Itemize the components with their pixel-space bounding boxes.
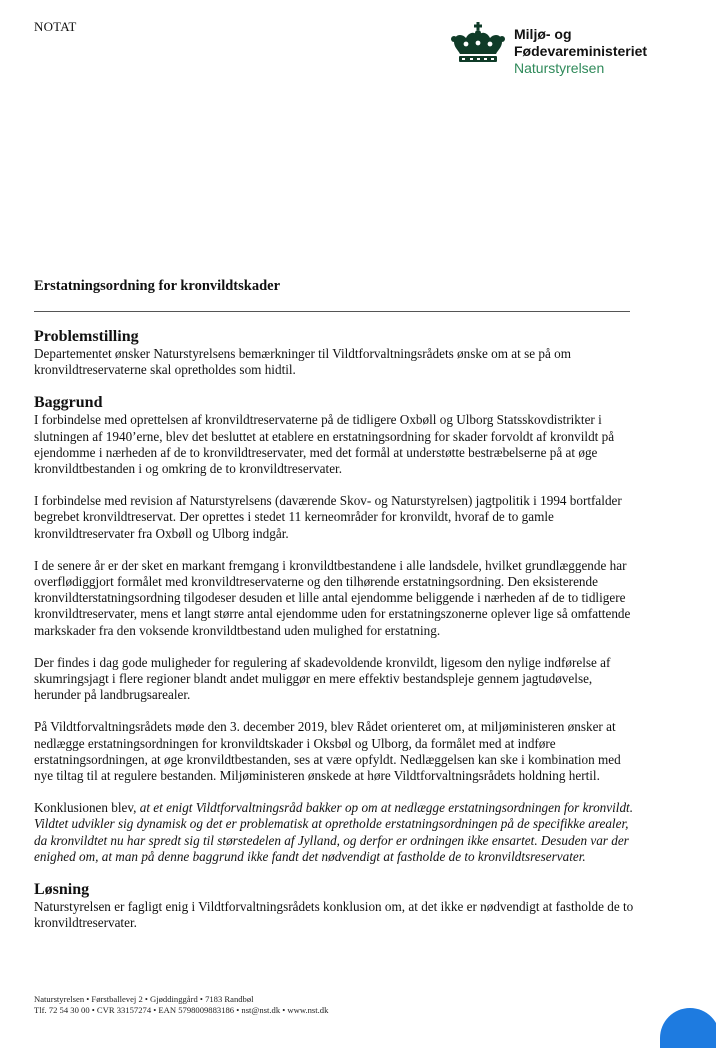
section-baggrund xyxy=(34,394,634,865)
conclusion-paragraph xyxy=(34,800,634,865)
section-heading: Baggrund xyxy=(34,394,103,412)
document-title: Erstatningsordning for kronvildtskader xyxy=(34,278,281,294)
agency-name: Naturstyrelsen xyxy=(514,60,605,76)
document-type-label: NOTAT xyxy=(34,19,77,34)
body-paragraph: I de senere år er der sket en markant fremgang i kronvildtbestandene i alle landsdele, hvilket grundlæggende har overflødiggjort formålet med kronvildtreservaterne og den tilhørende erstatningsordning. Den eksisterende kronvildterstatningsordning tilgodeser desuden et lille antal ejendomme beliggende i nærheden af de to tidligere kronvildtreservater, mens et langt større antal ejendomme uden for erstatningszonerne oplever lige så omfattende markskader fra den voksende kronvildtbestand uden mulighed for erstatning. xyxy=(34,557,631,638)
body-paragraph: Departementet ønsker Naturstyrelsens bemærkninger til Vildtforvaltningsrådets ønske om at se på om kronvildtreservaterne skal opretholdes som hidtil. xyxy=(34,346,571,378)
page-footer xyxy=(34,994,328,1016)
section-heading: Problemstilling xyxy=(34,328,139,345)
logo-text xyxy=(514,26,647,77)
body-paragraph: I forbindelse med oprettelsen af kronvildtreservaterne på de tidligere Oxbøll og Ulborg Statsskovdistrikter i slutningen af 1940’erne, blev det besluttet at etablere en erstatningsordning for skader forvoldt af kronvildt på ejendomme i nærheden af de to kronvildtreservater, med det formål at understøtte bestræbelserne på at øge kronvildtbestanden i og omkring de to kronvildtreservater. xyxy=(34,412,615,477)
ministry-logo xyxy=(450,22,690,82)
section-heading: Løsning xyxy=(34,881,90,899)
footer-address: Naturstyrelsen • Førstballevej 2 • Gjøddinggård • 7183 Randbøl xyxy=(34,994,254,1004)
body-paragraph: I forbindelse med revision af Naturstyrelsens (daværende Skov- og Naturstyrelsen) jagtpolitik i 1994 bortfalder begrebet kronvildtreservat. Der oprettes i stedet 11 kerneområder for kronvildt, hvoraf de to gamle kronvildtreservater fra Oxbøll og Ulborg indgår. xyxy=(34,493,622,541)
footer-contact: Tlf. 72 54 30 00 • CVR 33157274 • EAN 5798009883186 • nst@nst.dk • www.nst.dk xyxy=(34,1005,329,1015)
conclusion-lead: Konklusionen blev, xyxy=(34,800,140,816)
body-paragraph: Der findes i dag gode muligheder for regulering af skadevoldende kronvildt, ligesom den nylige indførelse af skumringsjagt i flere regioner blandt andet muliggør en mere effektiv bestandspleje gennem jagtudøvelse, herunder på landbrugsarealer. xyxy=(34,654,611,703)
title-divider xyxy=(34,311,630,312)
ministry-name-line1: Miljø- og xyxy=(514,26,572,42)
section-problemstilling xyxy=(34,328,634,378)
ministry-name-line2: Fødevareministeriet xyxy=(514,43,648,59)
crown-icon xyxy=(450,22,506,66)
body-paragraph: Naturstyrelsen er fagligt enig i Vildtforvaltningsrådets konklusion om, at det ikke er nødvendigt at fastholde de to kronvildtreservater. xyxy=(34,899,634,931)
corner-badge xyxy=(660,1008,716,1048)
conclusion-quote: at et enigt Vildtforvaltningsråd bakker op om at nedlægge erstatningsordningen for kronvildt. Vildtet udvikler sig dynamisk og det er problematisk at opretholde erstatningsordningen på de specifikke arealer, da kronvildtet nu har spredt sig til størstedelen af Jylland, og derfor er ordningen ikke ensartet. Desuden var der enighed om, at man på denne baggrund ikke fandt det nødvendigt at fastholde de to kronvildtsreservater. xyxy=(34,800,633,864)
document-body xyxy=(34,328,634,947)
section-losning xyxy=(34,881,634,931)
body-paragraph: På Vildtforvaltningsrådets møde den 3. december 2019, blev Rådet orienteret om, at miljøministeren ønsker at nedlægge erstatningsordningen for kronvildtskader i Oksbøl og Ulborg, da formålet med at indføre erstatningsordningen, at øge kronvildtbestanden, ses at være opfyldt. Nedlæggelsen kan ske i kombination med nye tiltag til at regulere bestanden. Miljøministeren ønskede at høre Vildtforvaltningsrådets holdning hertil. xyxy=(34,719,621,784)
